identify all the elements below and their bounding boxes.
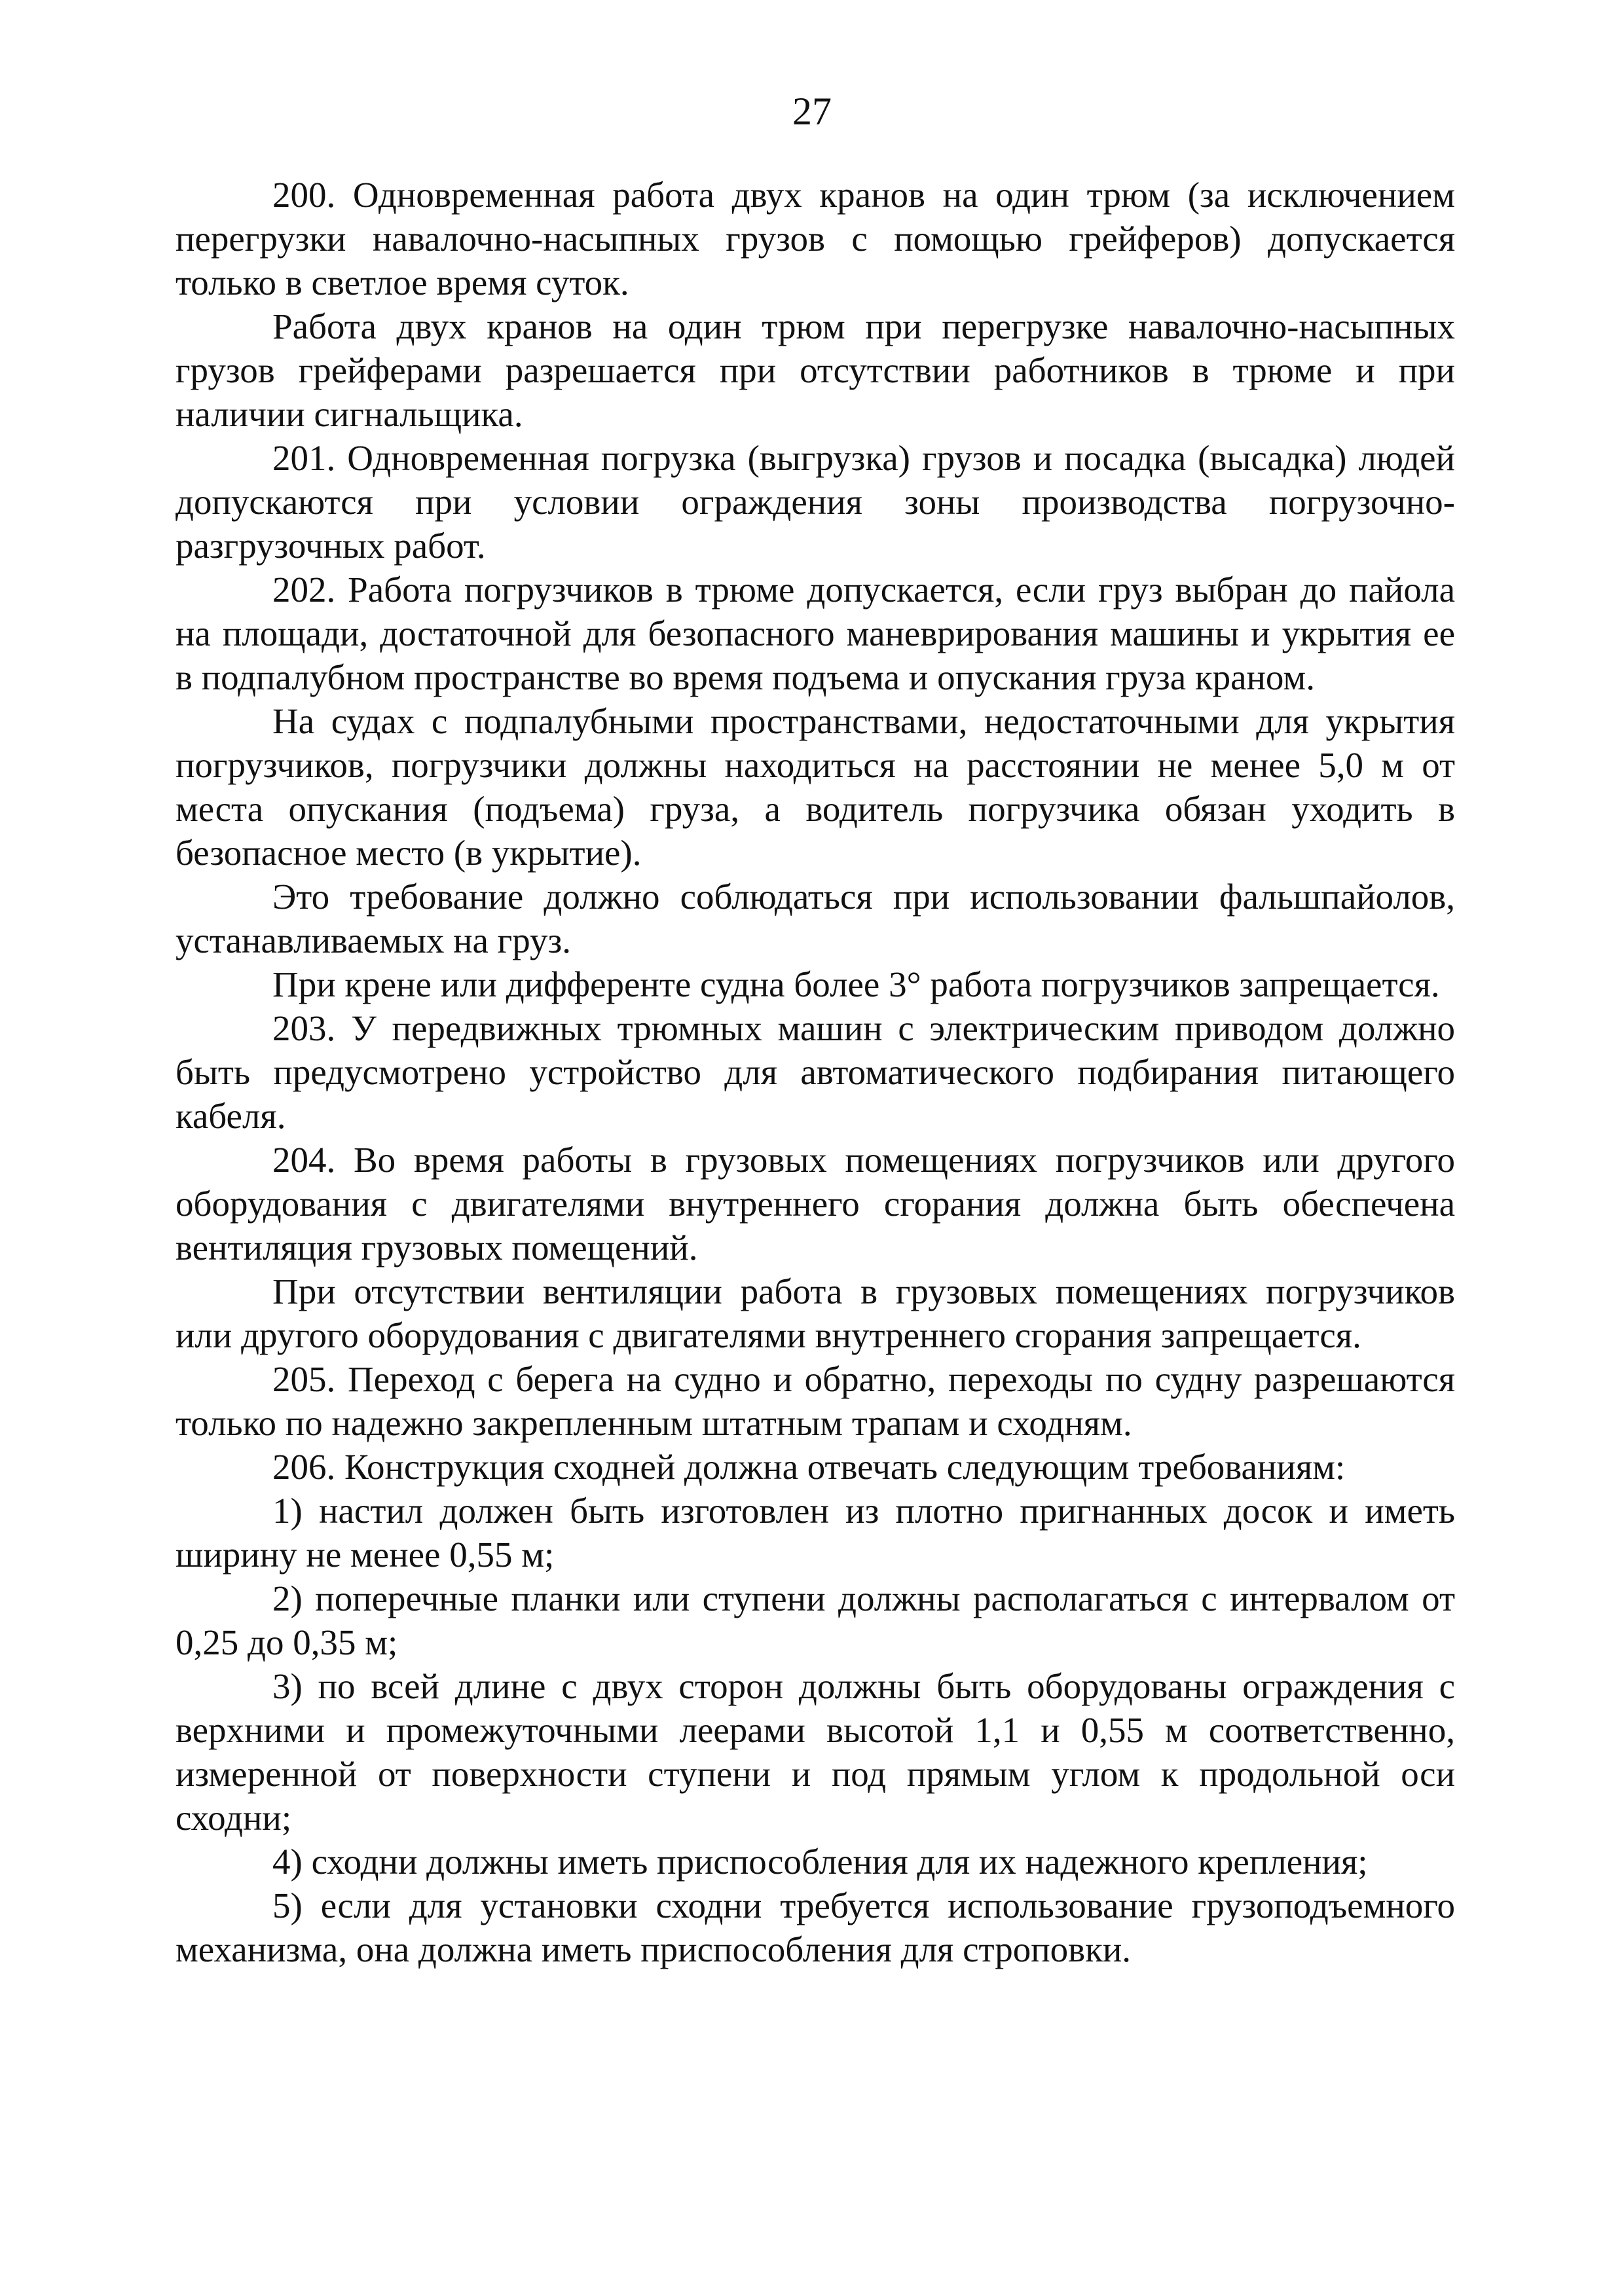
document-body — [175, 173, 1455, 1971]
paragraph-200-continuation: Работа двух кранов на один трюм при перегрузке навалочно-насыпных грузов грейферами разрешается при отсутствии работников в трюме и при наличии сигнальщика. — [175, 306, 1455, 434]
paragraph-202-heel: При крене или дифференте судна более 3° работа погрузчиков запрещается. — [272, 964, 1440, 1004]
paragraph-204-no-ventilation: При отсутствии вентиляции работа в грузовых помещениях погрузчиков или другого оборудования с двигателями внутреннего сгорания запрещается. — [175, 1271, 1455, 1355]
list-item-2: 2) поперечные планки или ступени должны располагаться с интервалом от 0,25 до 0,35 м; — [175, 1578, 1455, 1662]
page-number: 27 — [792, 90, 832, 133]
paragraph-200: 200. Одновременная работа двух кранов на один трюм (за исключением перегрузки навалочно-насыпных грузов с помощью грейферов) допускается только в светлое время суток. — [175, 175, 1455, 302]
list-item-3: 3) по всей длине с двух сторон должны быть оборудованы ограждения с верхними и промежуточными леерами высотой 1,1 и 0,55 м соответственно, измеренной от поверхности ступени и под прямым углом к продольной оси сходни; — [175, 1666, 1455, 1838]
paragraph-204: 204. Во время работы в грузовых помещениях погрузчиков или другого оборудования с двигателями внутреннего сгорания должна быть обеспечена вентиляция грузовых помещений. — [175, 1140, 1455, 1267]
paragraph-203: 203. У передвижных трюмных машин с электрическим приводом должно быть предусмотрено устройство для автоматического подбирания питающего кабеля. — [175, 1008, 1455, 1136]
list-item-1: 1) настил должен быть изготовлен из плотно пригнанных досок и иметь ширину не менее 0,55 м; — [175, 1491, 1455, 1575]
paragraph-205: 205. Переход с берега на судно и обратно, переходы по судну разрешаются только по надежно закрепленным штатным трапам и сходням. — [175, 1359, 1455, 1443]
paragraph-202-false-floors: Это требование должно соблюдаться при использовании фальшпайолов, устанавливаемых на груз. — [175, 877, 1455, 960]
list-item-4: 4) сходни должны иметь приспособления для их надежного крепления; — [272, 1842, 1368, 1882]
paragraph-206: 206. Конструкция сходней должна отвечать следующим требованиям: — [272, 1447, 1346, 1487]
paragraph-202: 202. Работа погрузчиков в трюме допускается, если груз выбран до пайола на площади, достаточной для безопасного маневрирования машины и укрытия ее в подпалубном пространстве во время подъема и опускания груза краном. — [175, 570, 1455, 697]
paragraph-201: 201. Одновременная погрузка (выгрузка) грузов и посадка (высадка) людей допускаются при условии ограждения зоны производства погрузочно-разгрузочных работ. — [175, 438, 1455, 566]
list-item-5: 5) если для установки сходни требуется использование грузоподъемного механизма, она должна иметь приспособления для строповки. — [175, 1886, 1455, 1969]
paragraph-202-ships: На судах с подпалубными пространствами, недостаточными для укрытия погрузчиков, погрузчики должны находиться на расстоянии не менее 5,0 м от места опускания (подъема) груза, а водитель погрузчика обязан уходить в безопасное место (в укрытие). — [175, 701, 1455, 873]
